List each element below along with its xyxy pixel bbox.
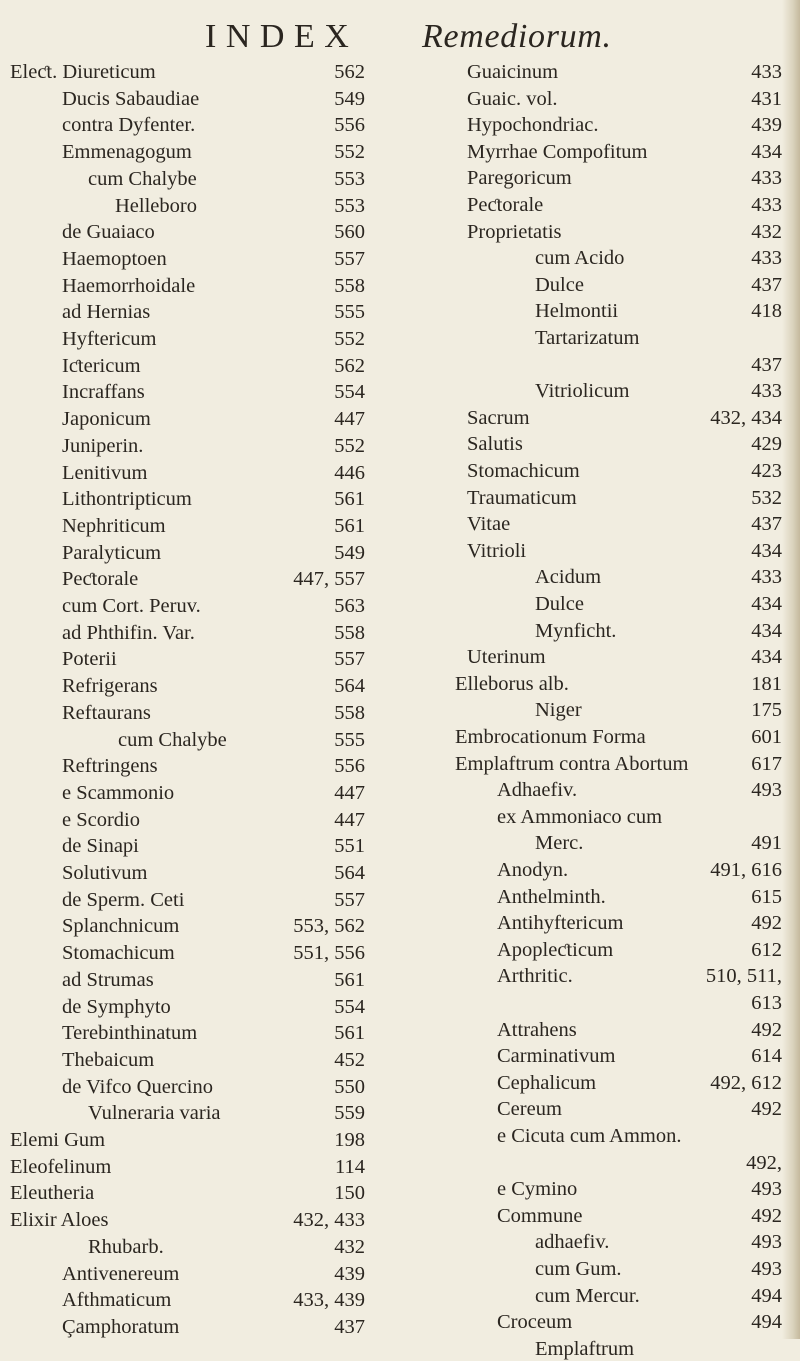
entry-pages: 493	[751, 1258, 782, 1280]
entry-term: Haemoptoen	[62, 247, 167, 270]
index-entry	[0, 1315, 365, 1339]
entry-pages: 558	[334, 274, 365, 297]
entry-pages: 433	[751, 194, 782, 216]
entry-term: Vitrioli	[467, 539, 527, 562]
entry-term: Peƈtorale	[62, 568, 139, 591]
entry-pages: 552	[334, 141, 365, 164]
entry-pages: 175	[751, 699, 782, 722]
index-entry	[0, 674, 365, 698]
entry-pages: 551	[334, 835, 365, 858]
entry-term: Anthelminth.	[497, 885, 606, 908]
entry-term: Emplaftrum contra Abortum	[455, 752, 689, 775]
entry-pages: 429	[751, 433, 782, 456]
entry-pages: 558	[334, 621, 365, 644]
entry-pages: 423	[751, 460, 782, 482]
index-entry	[400, 752, 782, 776]
entry-pages: 437	[751, 273, 782, 296]
index-entry	[0, 1021, 365, 1045]
index-entry	[400, 725, 782, 749]
index-entry	[0, 941, 365, 965]
entry-term: e Scammonio	[62, 781, 175, 804]
index-entry	[400, 991, 782, 1015]
entry-pages: 557	[334, 247, 365, 270]
entry-term: Niger	[535, 699, 582, 722]
entry-pages: 447	[334, 408, 365, 431]
index-entry	[400, 1071, 782, 1095]
entry-term: Vulneraria varia	[88, 1102, 221, 1125]
index-entry	[400, 1018, 782, 1042]
index-entry	[0, 327, 365, 351]
entry-term: Hypochondriac.	[467, 114, 599, 137]
entry-term: Eleofelinum	[10, 1155, 112, 1178]
entry-pages: 549	[334, 87, 365, 110]
entry-pages: 437	[751, 513, 782, 536]
entry-term: Ducis Sabaudiae	[62, 87, 200, 110]
entry-pages: 433	[751, 247, 782, 270]
entry-term: de Sinapi	[62, 835, 139, 858]
entry-term: Antivenereum	[62, 1262, 180, 1285]
entry-term: Stomachicum	[62, 942, 175, 965]
entry-term: Carminativum	[497, 1045, 616, 1068]
entry-pages: 434	[751, 140, 782, 163]
index-entry	[0, 407, 365, 431]
index-entry	[0, 1128, 365, 1152]
entry-term: Peƈtorale	[467, 194, 544, 216]
entry-term: Apopleƈticum	[497, 938, 614, 961]
index-entry	[0, 514, 365, 538]
entry-term: Merc.	[535, 832, 584, 855]
index-entry	[400, 166, 782, 190]
entry-pages: 198	[334, 1129, 365, 1151]
entry-pages: 434	[751, 619, 782, 642]
entry-term: Lithontripticum	[62, 488, 192, 511]
index-entry	[0, 781, 365, 805]
index-entry	[0, 1208, 365, 1232]
entry-pages: 557	[334, 888, 365, 911]
index-entry	[0, 380, 365, 404]
entry-pages: 434	[751, 646, 782, 669]
index-entry	[0, 194, 365, 218]
entry-term: Salutis	[467, 433, 523, 456]
entry-pages: 556	[334, 755, 365, 778]
entry-term: Helmontii	[535, 300, 619, 323]
entry-term: Guaicinum	[467, 61, 559, 83]
entry-pages: 614	[751, 1045, 782, 1068]
index-entry	[400, 831, 782, 855]
entry-term: Tartarizatum	[535, 327, 640, 349]
index-entry	[0, 1235, 365, 1259]
entry-pages: 563	[334, 595, 365, 617]
index-entry	[400, 1124, 782, 1148]
index-entry	[400, 1044, 782, 1068]
entry-pages: 447	[334, 781, 365, 804]
index-entry	[0, 888, 365, 912]
index-entry	[0, 834, 365, 858]
entry-term: Hyftericum	[62, 328, 157, 350]
entry-pages: 434	[751, 593, 782, 615]
entry-term: Mynficht.	[535, 619, 617, 642]
index-entry	[0, 1048, 365, 1072]
index-entry	[0, 1101, 365, 1125]
index-entry	[0, 60, 365, 84]
entry-term: cum Chalybe	[88, 167, 197, 190]
entry-term: ad Phthifin. Var.	[62, 621, 195, 644]
index-entry	[400, 1177, 782, 1201]
entry-pages: 560	[334, 221, 365, 244]
entry-term: Iƈtericum	[62, 354, 141, 377]
index-entry	[400, 353, 782, 377]
index-entry	[400, 1097, 782, 1121]
entry-term: Commune	[497, 1204, 583, 1227]
index-entry	[0, 1075, 365, 1099]
entry-pages: 434	[751, 539, 782, 562]
entry-term: Reftringens	[62, 755, 158, 778]
index-entry	[400, 60, 782, 84]
entry-term: Solutivum	[62, 862, 148, 884]
entry-pages: 493	[751, 779, 782, 802]
index-entry	[0, 487, 365, 511]
entry-term: Proprietatis	[467, 220, 562, 243]
entry-pages: 564	[334, 675, 365, 698]
entry-term: Nephriticum	[62, 514, 166, 537]
index-entry	[0, 247, 365, 271]
entry-term: ad Strumas	[62, 968, 154, 991]
index-entry	[400, 858, 782, 882]
entry-pages: 559	[334, 1102, 365, 1125]
index-entry	[0, 647, 365, 671]
index-entry	[400, 140, 782, 164]
entry-pages: 557	[334, 648, 365, 671]
entry-pages: 555	[334, 728, 365, 751]
index-entry	[400, 459, 782, 483]
entry-pages: 556	[334, 114, 365, 137]
entry-term: ex Ammoniaco cum	[497, 805, 663, 828]
entry-pages: 553, 562	[293, 915, 365, 938]
index-entry	[0, 754, 365, 778]
index-entry	[0, 1155, 365, 1179]
index-entry	[400, 432, 782, 456]
entry-term: Cephalicum	[497, 1071, 597, 1094]
index-entry	[400, 698, 782, 722]
entry-pages: 492	[751, 1098, 782, 1121]
index-entry	[0, 167, 365, 191]
entry-pages: 432	[334, 1235, 365, 1258]
entry-pages: 494	[751, 1284, 782, 1307]
entry-term: Cereum	[497, 1098, 562, 1121]
entry-term: Poterii	[62, 648, 117, 671]
entry-pages: 601	[751, 726, 782, 748]
entry-pages: 561	[334, 514, 365, 537]
entry-pages: 554	[334, 381, 365, 404]
index-entry	[0, 1262, 365, 1286]
header-index-title: INDEX	[205, 18, 359, 55]
entry-term: Antihyftericum	[497, 912, 624, 935]
entry-term: Eleutheria	[10, 1182, 95, 1205]
index-entry	[400, 1230, 782, 1254]
entry-pages: 494	[751, 1311, 782, 1334]
entry-term: Sacrum	[467, 406, 530, 429]
index-entry	[0, 461, 365, 485]
entry-term: Traumaticum	[467, 486, 577, 509]
entry-pages: 553	[334, 194, 365, 217]
index-entry	[400, 885, 782, 909]
entry-term: de Guaiaco	[62, 221, 155, 244]
entry-term: Çamphoratum	[62, 1315, 180, 1338]
entry-term: Emplaftrum	[535, 1337, 635, 1360]
entry-pages: 561	[334, 488, 365, 511]
entry-term: Uterinum	[467, 646, 546, 669]
entry-pages: 552	[334, 434, 365, 457]
entry-pages: 493	[751, 1231, 782, 1254]
index-entry	[400, 805, 782, 829]
index-entry	[400, 1257, 782, 1281]
entry-term: Paregoricum	[467, 167, 572, 190]
entry-pages: 439	[751, 114, 782, 137]
entry-term: Lenitivum	[62, 461, 148, 484]
entry-term: Elleborus alb.	[455, 672, 569, 695]
entry-pages: 613	[751, 992, 782, 1014]
entry-term: Elemi Gum	[10, 1129, 106, 1151]
index-entry	[400, 539, 782, 563]
index-entry	[400, 246, 782, 270]
index-entry	[400, 778, 782, 802]
index-entry	[400, 379, 782, 403]
entry-term: Juniperin.	[62, 434, 144, 457]
entry-pages: 615	[751, 885, 782, 908]
index-entry	[400, 193, 782, 217]
entry-term: Arthritic.	[497, 965, 573, 988]
index-entry	[0, 1288, 365, 1312]
index-entry	[0, 621, 365, 645]
page-edge-shadow	[782, 0, 800, 1339]
entry-pages: 433	[751, 566, 782, 589]
index-entry	[0, 87, 365, 111]
index-entry	[400, 619, 782, 643]
entry-term: e Cymino	[497, 1178, 578, 1201]
entry-term: Japonicum	[62, 408, 151, 431]
entry-term: Vitriolicum	[535, 380, 630, 403]
entry-term: Acidum	[535, 566, 602, 589]
index-entry	[400, 672, 782, 696]
entry-pages: 433	[751, 61, 782, 83]
entry-pages: 492	[751, 1018, 782, 1041]
entry-pages: 181	[751, 672, 782, 695]
index-entry	[400, 326, 782, 350]
entry-pages: 432, 433	[293, 1209, 365, 1232]
entry-pages: 551, 556	[293, 942, 365, 965]
index-entry	[0, 728, 365, 752]
entry-pages: 433	[751, 380, 782, 403]
entry-term: Refrigerans	[62, 675, 158, 698]
index-entry	[0, 354, 365, 378]
entry-pages: 150	[334, 1182, 365, 1205]
entry-term: Myrrhae Compofitum	[467, 140, 648, 163]
index-entry	[0, 300, 365, 324]
entry-pages: 555	[334, 301, 365, 324]
entry-pages: 439	[334, 1262, 365, 1285]
index-entry	[400, 486, 782, 510]
page-header	[0, 18, 800, 58]
entry-term: e Cicuta cum Ammon.	[497, 1125, 682, 1147]
entry-pages: 432	[751, 220, 782, 243]
entry-pages: 437	[751, 353, 782, 376]
entry-pages: 617	[751, 752, 782, 775]
index-entry	[400, 113, 782, 137]
entry-term: Haemorrhoidale	[62, 274, 196, 297]
entry-pages: 492	[751, 1204, 782, 1227]
entry-pages: 492,	[746, 1151, 782, 1174]
entry-pages: 552	[334, 328, 365, 350]
entry-pages: 447, 557	[293, 568, 365, 591]
index-entry	[400, 1284, 782, 1308]
entry-pages: 554	[334, 995, 365, 1018]
entry-term: cum Chalybe	[118, 728, 227, 751]
index-entry	[400, 406, 782, 430]
index-entry	[0, 995, 365, 1019]
index-entry	[400, 911, 782, 935]
entry-pages: 437	[334, 1315, 365, 1338]
index-entry	[400, 512, 782, 536]
index-entry	[0, 1181, 365, 1205]
entry-pages: 612	[751, 938, 782, 961]
header-remediorum-title: Remediorum.	[422, 18, 612, 55]
index-entry	[0, 113, 365, 137]
entry-term: Terebinthinatum	[62, 1022, 198, 1045]
entry-term: cum Gum.	[535, 1258, 622, 1280]
entry-term: cum Acido	[535, 247, 625, 270]
index-entry	[400, 1337, 782, 1361]
entry-pages: 532	[751, 486, 782, 509]
index-entry	[400, 87, 782, 111]
entry-term: de Vifco Quercino	[62, 1075, 213, 1098]
entry-pages: 452	[334, 1048, 365, 1071]
entry-term: adhaefiv.	[535, 1231, 610, 1254]
entry-term: Emmenagogum	[62, 141, 192, 164]
entry-term: cum Mercur.	[535, 1284, 640, 1307]
index-entry	[400, 220, 782, 244]
entry-pages: 433, 439	[293, 1289, 365, 1312]
entry-term: de Symphyto	[62, 995, 171, 1018]
index-entry	[400, 273, 782, 297]
entry-term: Embrocationum Forma	[455, 726, 646, 748]
entry-term: Reftaurans	[62, 701, 151, 724]
entry-pages: 553	[334, 167, 365, 190]
entry-pages: 446	[334, 461, 365, 484]
entry-term: Paralyticum	[62, 541, 162, 564]
entry-pages: 564	[334, 862, 365, 884]
entry-pages: 418	[751, 300, 782, 323]
entry-term: Rhubarb.	[88, 1235, 164, 1258]
index-entry	[400, 645, 782, 669]
entry-pages: 562	[334, 61, 365, 83]
entry-pages: 549	[334, 541, 365, 564]
index-entry	[0, 567, 365, 591]
index-entry	[0, 140, 365, 164]
index-entry	[400, 299, 782, 323]
index-entry	[400, 964, 782, 988]
entry-term: Elixir Aloes	[10, 1209, 109, 1232]
entry-term: ad Hernias	[62, 301, 151, 324]
entry-term: Croceum	[497, 1311, 573, 1334]
entry-pages: 492, 612	[710, 1071, 782, 1094]
entry-term: Vitae	[467, 513, 511, 536]
index-entry	[0, 808, 365, 832]
entry-term: Helleboro	[115, 194, 197, 217]
index-entry	[0, 274, 365, 298]
entry-term: Adhaefiv.	[497, 779, 578, 802]
index-entry	[400, 1204, 782, 1228]
index-entry	[0, 594, 365, 618]
entry-pages: 558	[334, 701, 365, 724]
index-entry	[0, 220, 365, 244]
entry-pages: 431	[751, 87, 782, 110]
entry-pages: 491, 616	[710, 859, 782, 881]
entry-term: Dulce	[535, 593, 584, 615]
entry-pages: 114	[335, 1155, 365, 1178]
entry-pages: 493	[751, 1178, 782, 1201]
entry-term: Eleƈt. Diureticum	[10, 61, 156, 83]
entry-term: Attrahens	[497, 1018, 577, 1041]
entry-pages: 433	[751, 167, 782, 190]
index-entry	[400, 592, 782, 616]
index-entry	[400, 938, 782, 962]
entry-pages: 561	[334, 968, 365, 991]
entry-term: cum Cort. Peruv.	[62, 595, 201, 617]
entry-term: Incraffans	[62, 381, 145, 404]
entry-pages: 432, 434	[710, 406, 782, 429]
entry-pages: 492	[751, 912, 782, 935]
entry-term: Guaic. vol.	[467, 87, 558, 110]
entry-term: Thebaicum	[62, 1048, 155, 1071]
entry-pages: 447	[334, 808, 365, 831]
entry-pages: 562	[334, 354, 365, 377]
index-entry	[0, 541, 365, 565]
entry-pages: 561	[334, 1022, 365, 1045]
entry-term: Splanchnicum	[62, 915, 180, 938]
index-entry	[400, 1151, 782, 1175]
entry-term: contra Dyfenter.	[62, 114, 196, 137]
index-entry	[0, 861, 365, 885]
entry-term: e Scordio	[62, 808, 140, 831]
entry-term: de Sperm. Ceti	[62, 888, 185, 911]
index-entry	[400, 1310, 782, 1334]
entry-pages: 510, 511,	[705, 965, 782, 988]
entry-pages: 550	[334, 1075, 365, 1098]
entry-term: Afthmaticum	[62, 1289, 172, 1312]
index-entry	[0, 914, 365, 938]
index-entry	[0, 968, 365, 992]
index-entry	[0, 701, 365, 725]
index-entry	[0, 434, 365, 458]
entry-term: Anodyn.	[497, 859, 569, 881]
entry-pages: 491	[751, 832, 782, 855]
index-entry	[400, 565, 782, 589]
entry-term: Stomachicum	[467, 460, 580, 482]
entry-term: Dulce	[535, 273, 584, 296]
